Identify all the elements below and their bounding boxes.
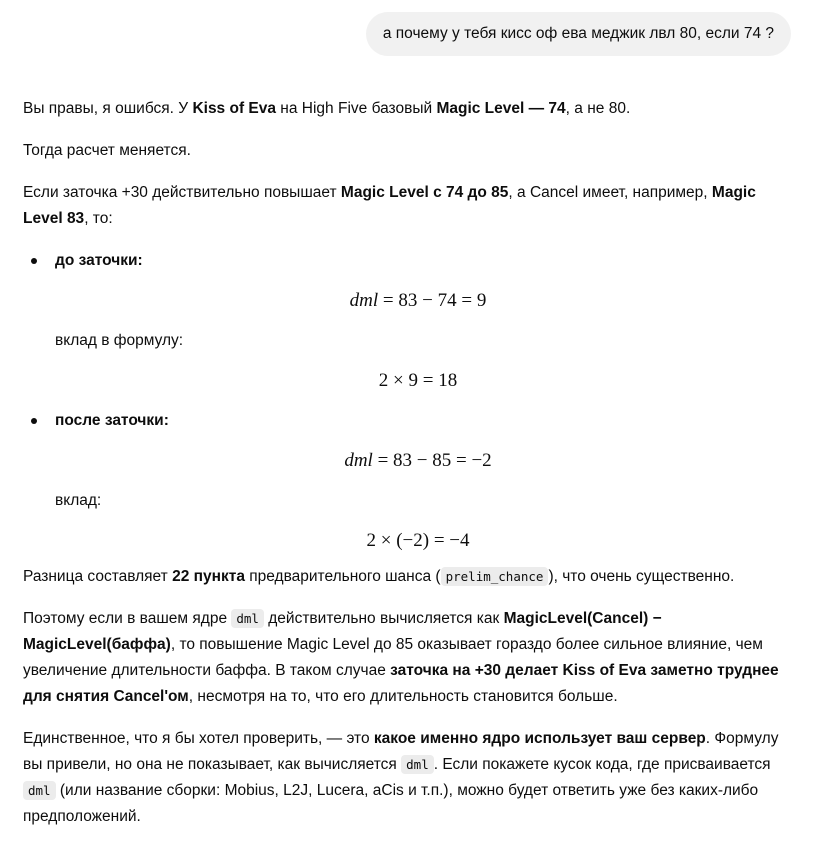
formula-contribution-after: 2 × (−2) = −4: [366, 530, 470, 551]
inline-code: dml: [23, 781, 56, 800]
bullet-label: до заточки:: [55, 252, 143, 269]
bold-text: какое именно ядро использует ваш сервер: [373, 730, 706, 747]
user-message-bubble: [366, 12, 791, 56]
bold-text: Magic Level — 74: [436, 100, 566, 117]
formula-contribution-before: 2 × 9 = 18: [378, 370, 458, 391]
bold-text: Magic Level 83: [23, 184, 756, 227]
formula-dml-after: [23, 448, 793, 474]
answer-paragraph-1: [23, 96, 793, 122]
text: Поэтому если в вашем ядре: [23, 610, 232, 627]
formula-var: dml: [349, 290, 379, 311]
text: на High Five базовый: [276, 100, 437, 117]
answer-paragraph-3: [23, 180, 793, 232]
bold-text: MagicLevel(Cancel) − MagicLevel(баффа): [23, 610, 662, 653]
text: Единственное, что я бы хотел проверить, — это: [23, 730, 374, 747]
bold-text: 22 пункта: [172, 568, 245, 585]
answer-paragraph-5: [23, 606, 793, 710]
inline-code: dml: [401, 755, 434, 774]
inline-code: prelim_chance: [441, 567, 549, 586]
text: , то повышение Magic Level до 85 оказывает гораздо более сильное влияние, чем увеличение длительности баффа. В таком случае: [23, 636, 763, 679]
text: . Если покажете кусок кода, где присваивается: [433, 756, 771, 773]
user-message-text: а почему у тебя кисс оф ева меджик лвл 80, если 74 ?: [382, 25, 774, 42]
text: , то:: [84, 210, 113, 227]
bullet-before-enchant: [23, 248, 793, 274]
answer-paragraph-4: [23, 564, 793, 590]
inline-code: dml: [231, 609, 264, 628]
bullet-note: вклад:: [55, 492, 102, 509]
bold-text: Kiss of Eva: [192, 100, 276, 117]
bullet-note: вклад в формулу:: [55, 332, 184, 349]
bullet-label: после заточки:: [55, 412, 169, 429]
text: предварительного шанса (: [244, 568, 441, 585]
text: . Формулу вы привели, но она не показывает, как вычисляется: [23, 730, 779, 773]
answer-paragraph-2: Тогда расчет меняется.: [23, 142, 191, 159]
bullet-dot: [31, 258, 37, 264]
formula-expr: = 83 − 85 = −2: [372, 450, 492, 471]
formula-var: dml: [344, 450, 373, 471]
text: Если заточка +30 действительно повышает: [23, 184, 341, 201]
bold-text: заточка на +30 делает Kiss of Eva заметно труднее для снятия Cancel'ом: [23, 662, 779, 705]
text: (или название сборки: Mobius, L2J, Lucera, aCis и т.п.), можно будет ответить уже без каких-либо предположений.: [23, 782, 759, 825]
text: , а не 80.: [565, 100, 631, 117]
text: Разница составляет: [23, 568, 173, 585]
text: , несмотря на то, что его длительность становится больше.: [188, 688, 618, 705]
text: действительно вычисляется как: [263, 610, 504, 627]
formula-expr: = 83 − 74 = 9: [378, 290, 487, 311]
bold-text: Magic Level с 74 до 85: [340, 184, 509, 201]
assistant-message: [23, 96, 793, 846]
bullet-dot: [31, 418, 37, 424]
answer-paragraph-6: [23, 726, 793, 830]
text: ), что очень существенно.: [548, 568, 735, 585]
text: Вы правы, я ошибся. У: [23, 100, 193, 117]
text: , а Cancel имеет, например,: [508, 184, 712, 201]
formula-dml-before: [23, 288, 793, 314]
bullet-after-enchant: [23, 408, 793, 434]
